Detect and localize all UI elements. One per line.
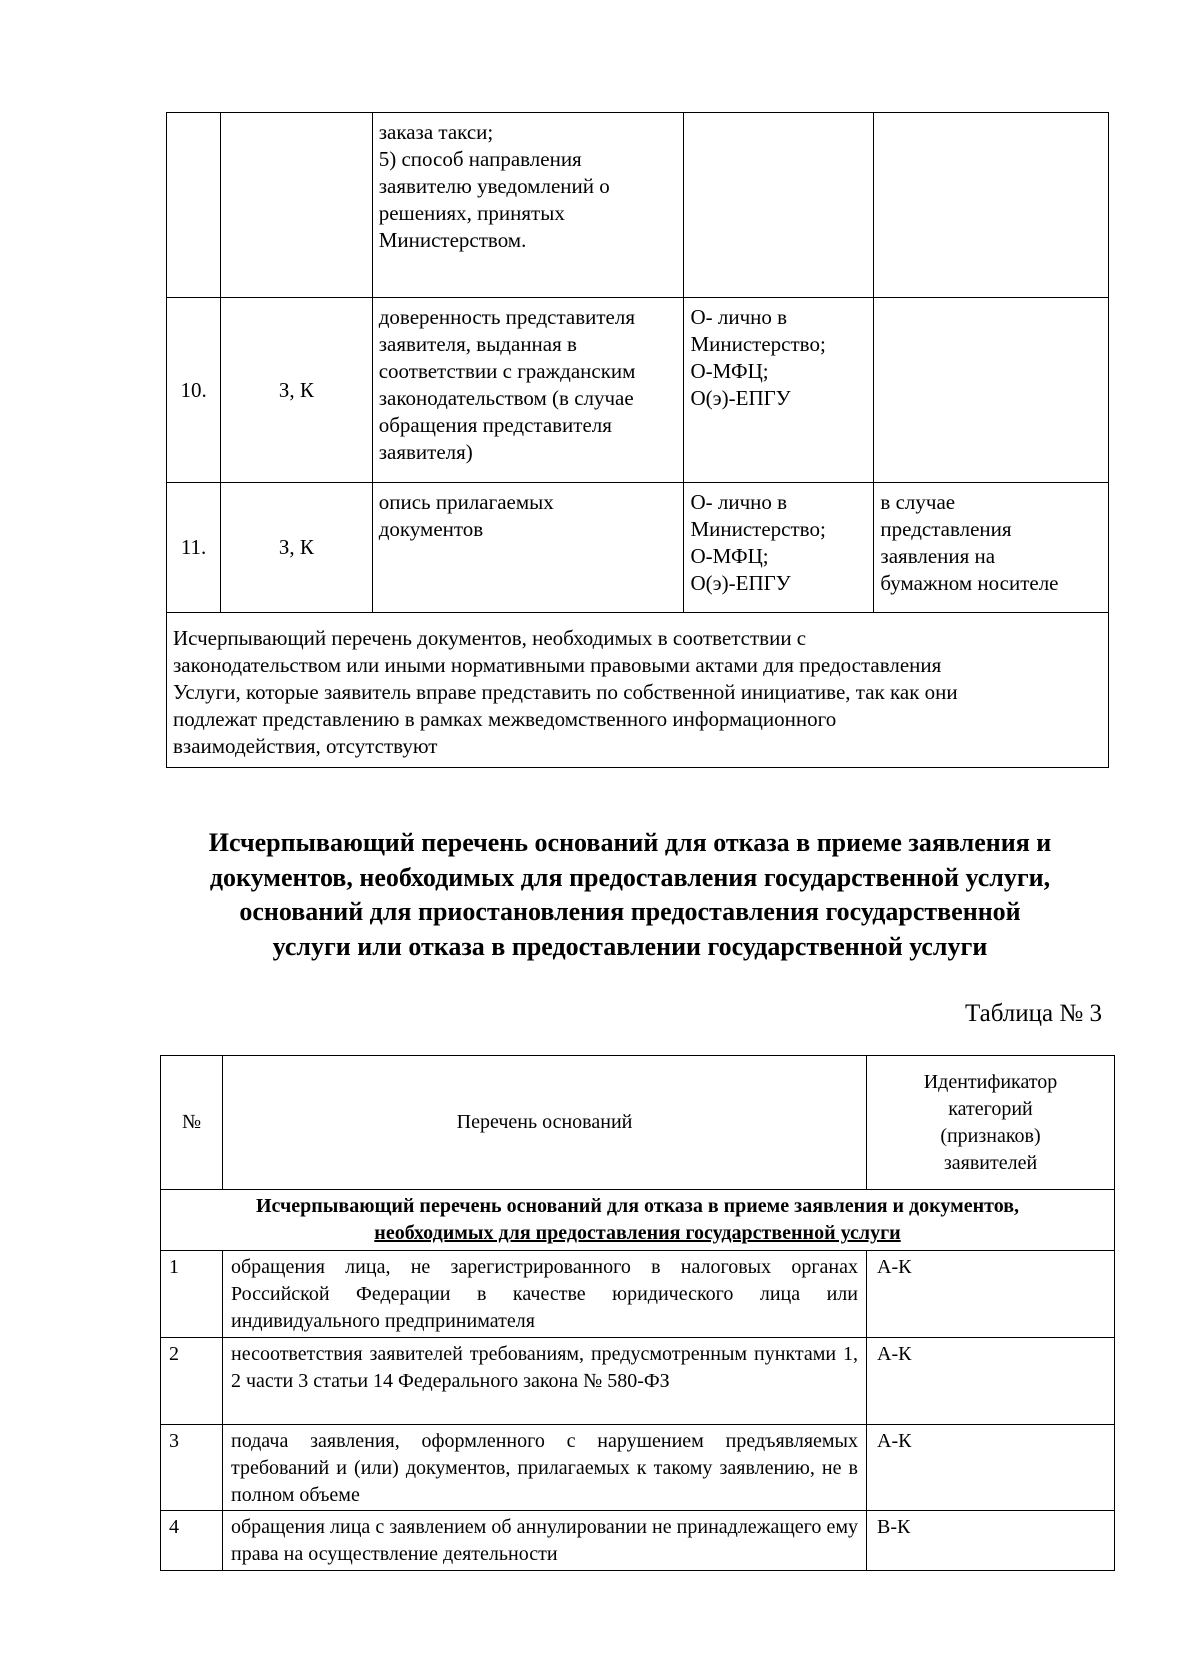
table-row [161, 1511, 1115, 1571]
row-category: А-К [867, 1338, 1115, 1425]
section-title: Исчерпывающий перечень оснований для отказа в приеме заявления и документов, необходимых для предоставления государственной услуги [161, 1190, 1115, 1251]
row-number: 2 [161, 1338, 223, 1425]
table-number-label: Таблица № 3 [964, 1000, 1102, 1027]
row-number: 3 [161, 1425, 223, 1511]
row-condition [874, 113, 1109, 298]
header-number: № [161, 1056, 223, 1190]
row-document: заказа такси; 5) способ направления заявителю уведомлений о решениях, принятых Министерством. [372, 113, 684, 298]
table-row [161, 1425, 1115, 1511]
row-method [684, 113, 874, 298]
table-footer-row [167, 613, 1109, 768]
row-number [167, 113, 221, 298]
section-heading: Исчерпывающий перечень оснований для отказа в приеме заявления и документов, необходимых для предоставления государственной услуги, оснований для приостановления предоставления государственной услуги или отказа в предоставлении государственной услуги [208, 828, 1052, 961]
row-basis: обращения лица, не зарегистрированного в налоговых органах Российской Федерации в качестве юридического лица или индивидуального предпринимателя [223, 1251, 867, 1338]
row-basis: обращения лица с заявлением об аннулировании не принадлежащего ему права на осуществление деятельности [223, 1511, 867, 1571]
table-footer-note: Исчерпывающий перечень документов, необходимых в соответствии с законодательством или иными нормативными правовыми актами для предоставления Услуги, которые заявитель вправе представить по собственной инициативе, так как они подлежат представлению в рамках межведомственного информационного взаимодействия, отсутствуют [167, 613, 1109, 768]
table-header-row [161, 1056, 1115, 1190]
row-basis: несоответствия заявителей требованиям, предусмотренным пунктами 1, 2 части 3 статьи 14 Федерального закона № 580-ФЗ [223, 1338, 867, 1425]
row-document: опись прилагаемых документов [372, 483, 684, 613]
row-number: 10. [167, 298, 221, 483]
table-row [161, 1251, 1115, 1338]
row-method: О- лично в Министерство; О-МФЦ; О(э)-ЕПГУ [684, 298, 874, 483]
row-category: З, К [221, 483, 373, 613]
row-document: доверенность представителя заявителя, выданная в соответствии с гражданским законодательством (в случае обращения представителя заявителя) [372, 298, 684, 483]
row-number: 1 [161, 1251, 223, 1338]
row-category: А-К [867, 1425, 1115, 1511]
row-category: А-К [867, 1251, 1115, 1338]
documents-table [166, 112, 1109, 768]
row-condition [874, 298, 1109, 483]
header-basis: Перечень оснований [223, 1056, 867, 1190]
section-row [161, 1190, 1115, 1251]
row-method: О- лично в Министерство; О-МФЦ; О(э)-ЕПГУ [684, 483, 874, 613]
table-row [167, 483, 1109, 613]
row-category: З, К [221, 298, 373, 483]
table-row [167, 113, 1109, 298]
row-category [221, 113, 373, 298]
grounds-table [160, 1055, 1115, 1571]
table-row [167, 298, 1109, 483]
row-number: 4 [161, 1511, 223, 1571]
row-condition: в случае представления заявления на бумажном носителе [874, 483, 1109, 613]
row-category: В-К [867, 1511, 1115, 1571]
row-basis: подача заявления, оформленного с нарушением предъявляемых требований и (или) документов, прилагаемых к такому заявлению, не в полном объеме [223, 1425, 867, 1511]
row-number: 11. [167, 483, 221, 613]
table-row [161, 1338, 1115, 1425]
header-identifier: Идентификатор категорий (признаков) заявителей [867, 1056, 1115, 1190]
